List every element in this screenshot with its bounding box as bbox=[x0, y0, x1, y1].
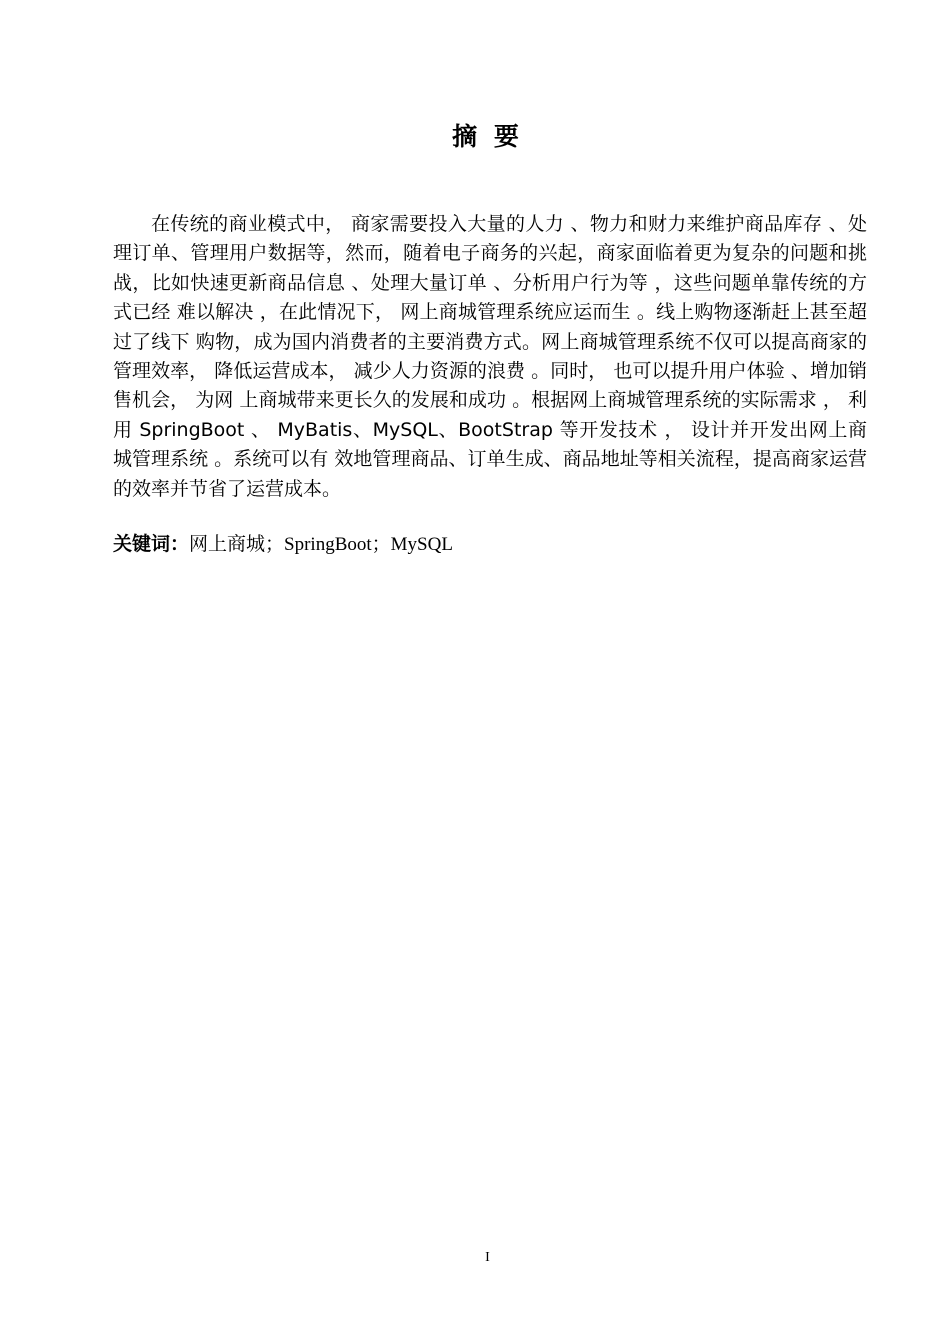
abstract-paragraph: 在传统的商业模式中， 商家需要投入大量的人力 、物力和财力来维护商品库存 、处理订单、管理用户数据等，然而，随着电子商务的兴起，商家面临着更为复杂的问题和挑战，比如快速更新商品信息 、处理大量订单 、分析用户行为等 ，这些问题单靠传统的方式已经 难以解决 ，在此情况下， 网上商城管理系统应运而生 。线上购物逐渐赶上甚至超过了线下 购物，成为国内消费者的主要消费方式。网上商城管理系统不仅可以提高商家的管理效率， 降低运营成本， 减少人力资源的浪费 。同时， 也可以提升用户体验 、增加销售机会， 为网 上商城带来更长久的发展和成功 。根据网上商城管理系统的实际需求 ， 利用 SpringBoot 、 MyBatis、MySQL、BootStrap 等开发技术 ， 设计并开发出网上商城管理系统 。系统可以有 效地管理商品、订单生成、商品地址等相关流程，提高商家运营的效率并节省了运营成本。 bbox=[113, 213, 867, 500]
abstract-title: 摘 要 bbox=[452, 122, 523, 151]
page-number: I bbox=[485, 1250, 490, 1265]
keywords-label: 关键词： bbox=[113, 533, 190, 555]
keywords-value: 网上商城；SpringBoot；MySQL bbox=[189, 534, 453, 555]
keywords-line bbox=[113, 530, 867, 559]
